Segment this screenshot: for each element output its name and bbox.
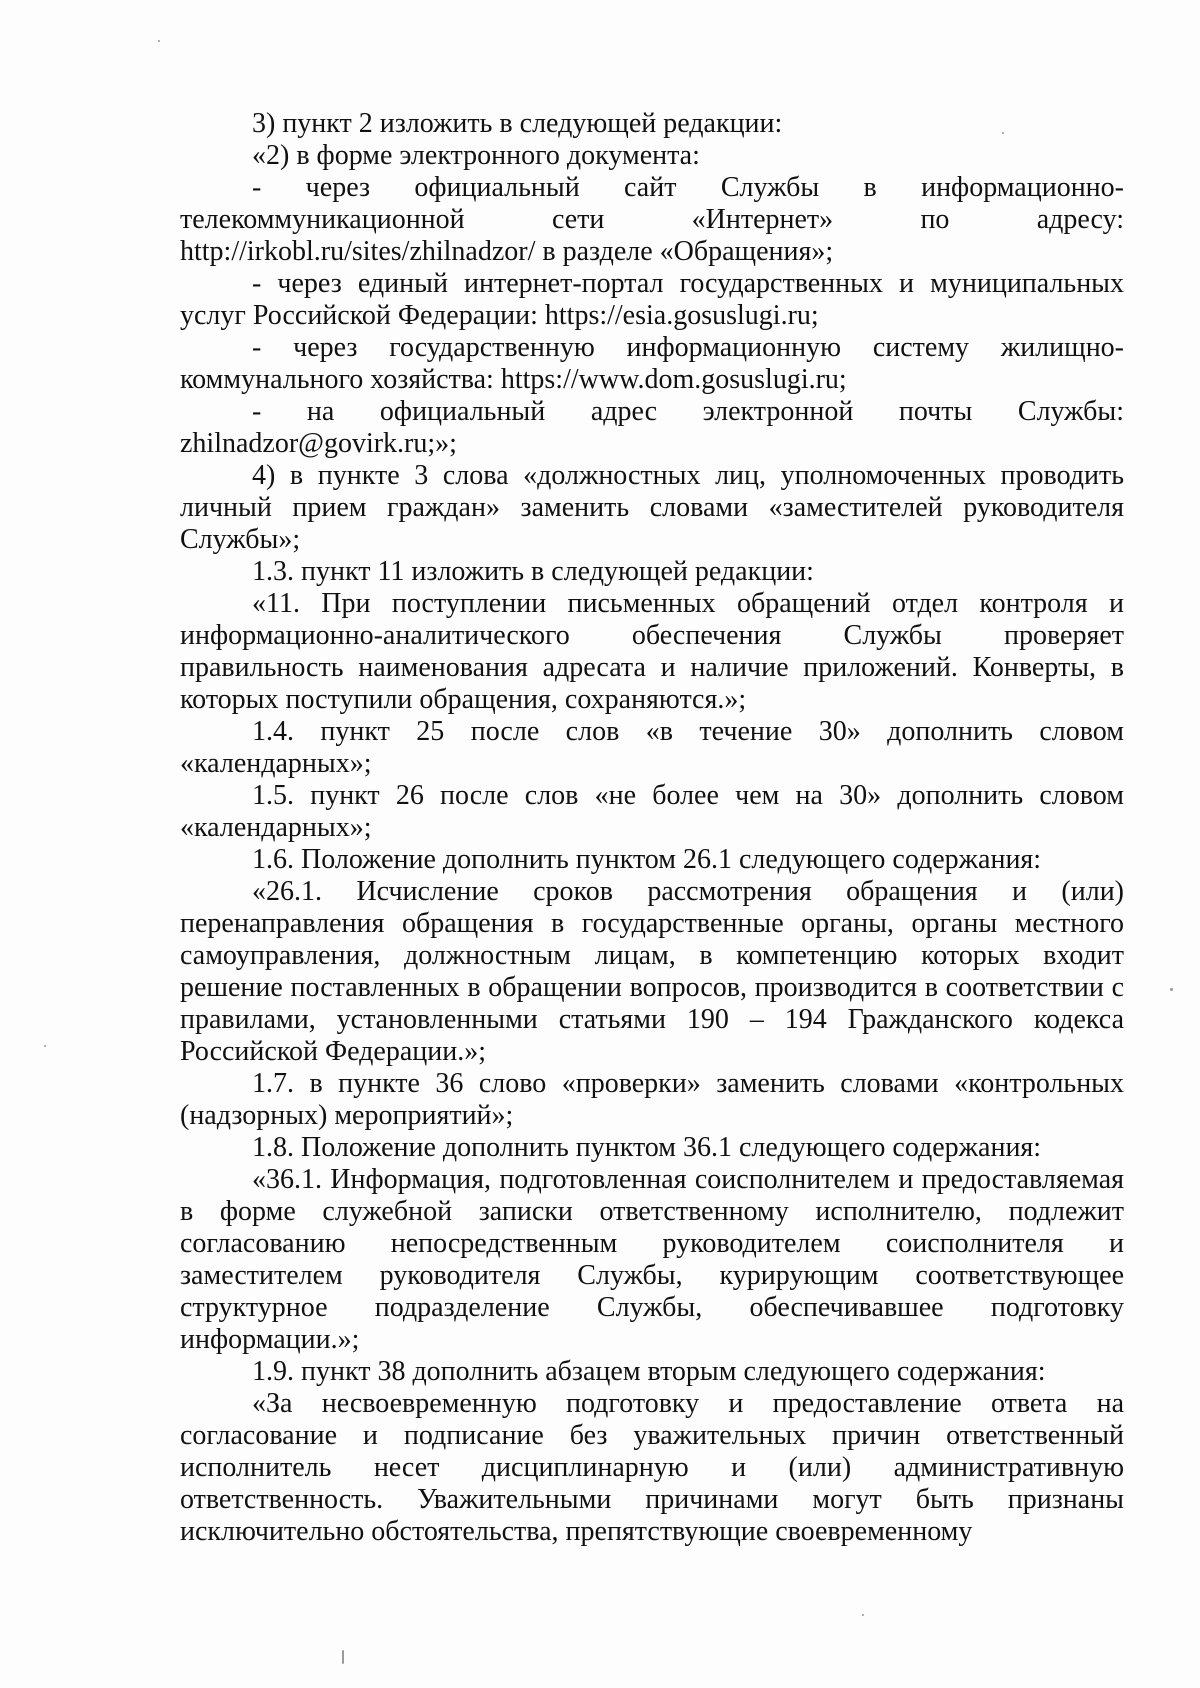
document-body <box>180 108 1124 1548</box>
paragraph-item-4: 4) в пункте 3 слова «должностных лиц, уполномоченных проводить личный прием граждан» заменить словами «заместителей руководителя Службы»; <box>180 460 1124 555</box>
paragraph-1-9: 1.9. пункт 38 дополнить абзацем вторым следующего содержания: <box>252 1356 1046 1387</box>
paragraph-1-3: 1.3. пункт 11 изложить в следующей редакции: <box>252 556 814 587</box>
paragraph-point-38-addition: «За несвоевременную подготовку и предоставление ответа на согласование и подписание без уважительных причин ответственный исполнитель несет дисциплинарную и (или) административную ответственность. Уважительными причинами могут быть признаны исключительно обстоятельства, препятствующие своевременному <box>180 1388 1124 1547</box>
paragraph-point-26-1: «26.1. Исчисление сроков рассмотрения обращения и (или) перенаправления обращения в государственные органы, органы местного самоуправления, должностным лицам, в компетенцию которых входит решение поставленных в обращении вопросов, производится в соответствии с правилами, установленными статьями 190 – 194 Гражданского кодекса Российской Федерации.»; <box>180 876 1124 1067</box>
paragraph-gis-zhkh: - через государственную информационную систему жилищно-коммунального хозяйства: https://www.dom.gosuslugi.ru; <box>180 332 1124 395</box>
paragraph-1-4: 1.4. пункт 25 после слов «в течение 30» дополнить словом «календарных»; <box>180 716 1124 779</box>
scan-speck <box>342 1650 344 1664</box>
paragraph-official-site: - через официальный сайт Службы в информационно-телекоммуникационной сети «Интернет» по адресу: http://irkobl.ru/sites/zhilnadzor/ в разделе «Обращения»; <box>180 172 1124 267</box>
paragraph-gosuslugi-portal: - через единый интернет-портал государственных и муниципальных услуг Российской Федерации: https://esia.gosuslugi.ru; <box>180 268 1124 331</box>
paragraph-point-36-1: «36.1. Информация, подготовленная соисполнителем и предоставляемая в форме служебной записки ответственному исполнителю, подлежит согласованию непосредственным руководителем соисполнителя и заместителем руководителя Службы, курирующим соответствующее структурное подразделение Службы, обеспечивавшее подготовку информации.»; <box>180 1164 1124 1355</box>
paragraph-1-6: 1.6. Положение дополнить пунктом 26.1 следующего содержания: <box>252 844 1042 875</box>
paragraph-email: - на официальный адрес электронной почты Службы: zhilnadzor@govirk.ru;»; <box>180 396 1124 459</box>
scan-speck <box>158 40 160 42</box>
paragraph-1-8: 1.8. Положение дополнить пунктом 36.1 следующего содержания: <box>252 1132 1042 1163</box>
paragraph-1-5: 1.5. пункт 26 после слов «не более чем на 30» дополнить словом «календарных»; <box>180 780 1124 843</box>
paragraph-point-11: «11. При поступлении письменных обращений отдел контроля и информационно-аналитического обеспечения Службы проверяет правильность наименования адресата и наличие приложений. Конверты, в которых поступили обращения, сохраняются.»; <box>180 588 1124 715</box>
scan-speck <box>1002 132 1004 134</box>
scan-speck <box>1170 988 1173 991</box>
paragraph-electronic-form: «2) в форме электронного документа: <box>252 140 700 171</box>
paragraph-1-7: 1.7. в пункте 36 слово «проверки» заменить словами «контрольных (надзорных) мероприятий»; <box>180 1068 1124 1131</box>
scan-speck <box>44 1045 46 1047</box>
scan-speck <box>862 1614 864 1616</box>
paragraph-item-3-heading: 3) пункт 2 изложить в следующей редакции: <box>252 108 783 139</box>
